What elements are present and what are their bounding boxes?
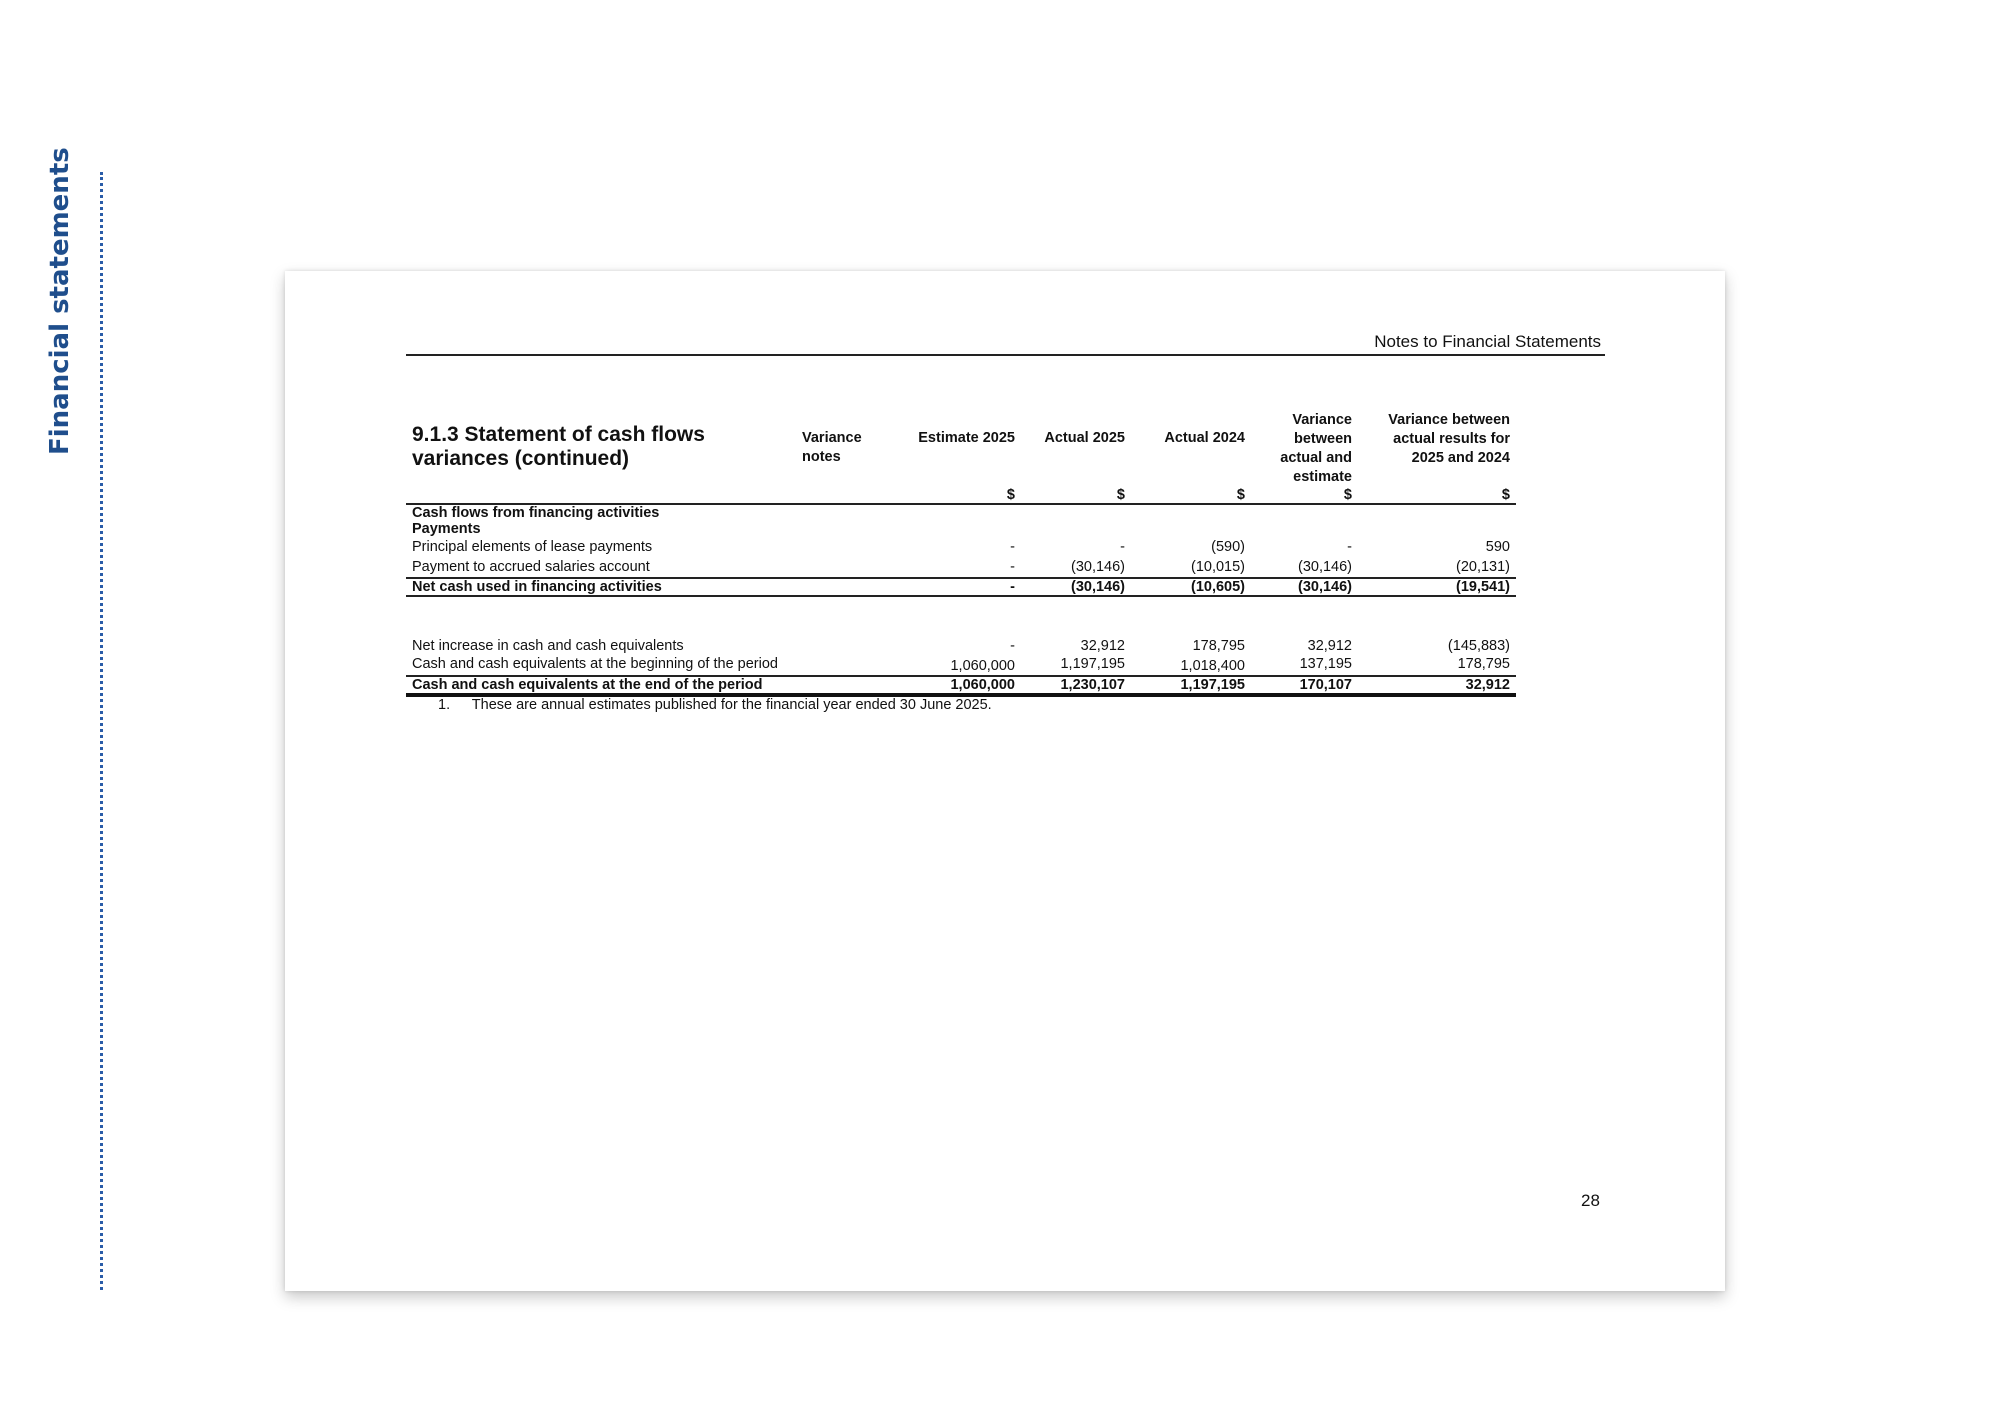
row-label: Payment to accrued salaries account [412,559,650,575]
payments-label: Payments [412,521,481,537]
row-label: Net increase in cash and cash equivalents [412,638,684,654]
row-label: Principal elements of lease payments [412,539,653,555]
net-financing-row [406,578,1516,596]
row-label: Cash and cash equivalents at the end of the period [406,676,796,695]
cell-estimate: 1,060,000 [906,655,1021,676]
cell-variance-estimate: 170,107 [1251,676,1358,695]
col-estimate-2025: Estimate 2025 [918,430,1015,446]
cell-variance-estimate: 137,195 [1251,655,1358,676]
section-heading-row [406,504,1516,521]
cell-variance-years: (145,883) [1447,638,1510,654]
cell-actual-2025: (30,146) [1070,559,1125,575]
footnote-row [406,695,1516,713]
cash-flow-variance-table [406,411,1516,713]
col-actual-2025: Actual 2025 [1044,430,1125,446]
cell-estimate: - [1010,539,1015,555]
col-actual-2024: Actual 2024 [1164,430,1245,446]
cell-actual-2024: (10,605) [1131,578,1251,596]
unit-row [406,487,1516,504]
subsection-heading-row [406,521,1516,537]
unit-label: $ [1251,487,1358,504]
cell-variance-estimate: 32,912 [1307,638,1352,654]
row-label: Cash and cash equivalents at the beginning of the period [406,655,796,676]
cell-estimate: - [906,578,1021,596]
cell-actual-2024: (590) [1211,539,1245,555]
cash-end-of-period-row [406,676,1516,695]
col-variance-notes: Variance notes [802,430,862,465]
cell-variance-estimate: (30,146) [1251,578,1358,596]
cell-variance-years: 32,912 [1358,676,1516,695]
table-header-row [406,411,1516,487]
row-label: Net cash used in financing activities [406,578,796,596]
cell-estimate: 1,060,000 [906,676,1021,695]
cell-variance-years: (19,541) [1358,578,1516,596]
side-dotted-rule [100,172,103,1290]
cell-actual-2024: (10,015) [1190,559,1245,575]
section-financing-label: Cash flows from financing activities [412,505,660,521]
unit-label: $ [1021,487,1131,504]
cell-actual-2025: 1,197,195 [1021,655,1131,676]
cell-actual-2024: 1,197,195 [1131,676,1251,695]
footnote-number: 1. [438,697,451,713]
footnote-text: These are annual estimates published for the financial year ended 30 June 2025. [471,697,992,713]
page-number: 28 [1581,1191,1600,1210]
running-head [406,331,1605,356]
table-row [406,655,1516,676]
cell-variance-years: (20,131) [1455,559,1510,575]
col-variance-actual-estimate: Variance between actual and estimate [1280,412,1352,485]
col-variance-years: Variance between actual results for 2025 and 2024 [1388,412,1510,466]
unit-label: $ [1358,487,1516,504]
table-row [406,557,1516,578]
cell-actual-2025: 32,912 [1080,638,1125,654]
cell-estimate: - [1010,638,1015,654]
cell-variance-estimate: - [1347,539,1352,555]
table-title: 9.1.3 Statement of cash flows variances (continued) [412,423,705,470]
cell-actual-2024: 178,795 [1192,638,1245,654]
document-page [285,271,1725,1291]
cell-estimate: - [1010,559,1015,575]
side-section-title: Financial statements [45,147,75,455]
cell-variance-estimate: (30,146) [1297,559,1352,575]
cell-actual-2025: (30,146) [1021,578,1131,596]
cell-actual-2025: - [1120,539,1125,555]
cell-actual-2025: 1,230,107 [1021,676,1131,695]
unit-label: $ [1131,487,1251,504]
cell-variance-years: 178,795 [1358,655,1516,676]
table-row [406,537,1516,557]
table-row [406,637,1516,655]
unit-label: $ [906,487,1021,504]
running-head-text: Notes to Financial Statements [1374,332,1601,351]
cell-actual-2024: 1,018,400 [1131,655,1251,676]
cell-variance-years: 590 [1485,539,1510,555]
